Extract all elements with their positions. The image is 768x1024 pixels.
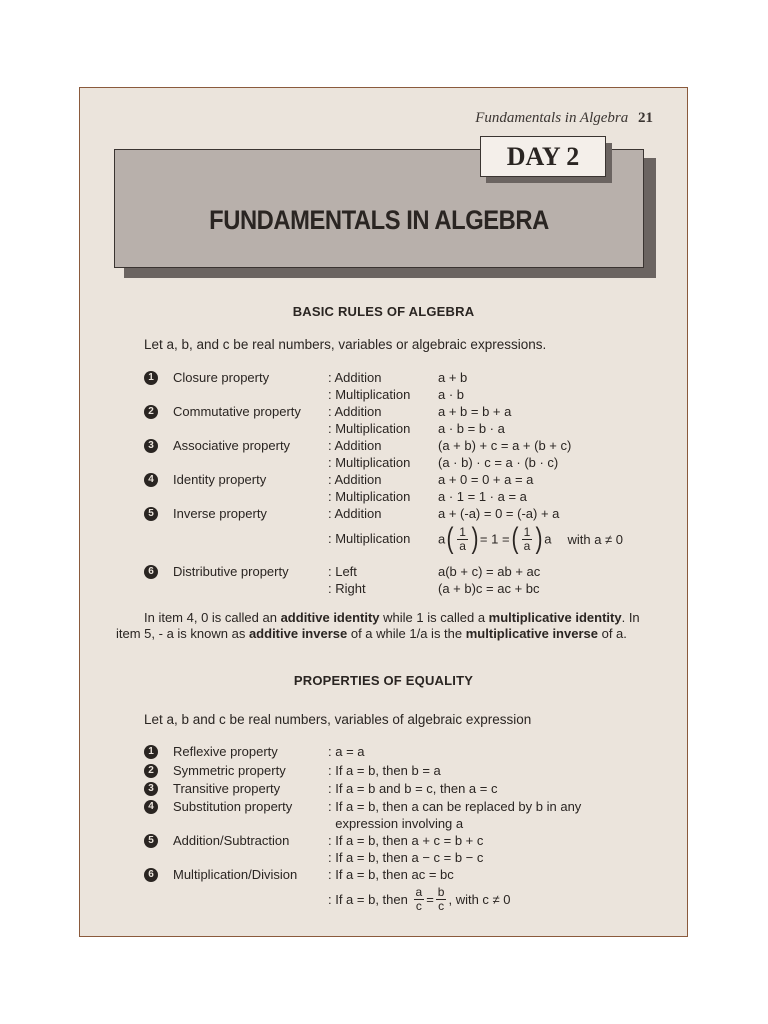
frac-num: 1: [459, 524, 466, 539]
item-number-badge: 3: [144, 439, 158, 453]
fraction-a-over-c: [414, 886, 425, 913]
rule-expression: (a · b) · c = a · (b · c): [438, 455, 559, 470]
note-bold-4: multiplicative inverse: [465, 626, 598, 641]
book-page: [79, 87, 688, 937]
division-statement: [328, 886, 511, 913]
div-den-1: c: [415, 899, 422, 913]
operation-type: : Addition: [328, 370, 382, 385]
rule-expression: (a + b)c = ac + bc: [438, 581, 540, 596]
item-number-badge: 4: [144, 800, 158, 814]
item-number-badge: 2: [144, 405, 158, 419]
property-name: Symmetric property: [173, 763, 286, 778]
note-bold-2: multiplicative identity: [488, 610, 622, 625]
running-title: Fundamentals in Algebra: [475, 110, 629, 126]
inv-tail: a: [544, 531, 552, 547]
rule-expression: a + 0 = 0 + a = a: [438, 472, 534, 487]
inverse-multiplication-expr: [438, 524, 623, 554]
operation-type: : Addition: [328, 438, 382, 453]
div-num-2: b: [437, 885, 445, 899]
property-statement: : If a = b, then a − c = b − c: [328, 850, 484, 865]
item-number-badge: 5: [144, 834, 158, 848]
division-eq: =: [426, 892, 434, 907]
property-name: Multiplication/Division: [173, 867, 298, 882]
property-name: Substitution property: [173, 799, 293, 814]
chapter-title: FUNDAMENTALS IN ALGEBRA: [209, 205, 549, 235]
operation-type: : Addition: [328, 404, 382, 419]
inv-eq: = 1 =: [479, 531, 510, 547]
left-paren-2: (: [511, 522, 519, 555]
running-head: [475, 110, 653, 127]
property-statement: expression involving a: [328, 816, 464, 831]
page-number: 21: [638, 110, 653, 126]
operation-type: : Addition: [328, 506, 382, 521]
rule-expression: a + (-a) = 0 = (-a) + a: [438, 506, 560, 521]
note-bold-1: additive identity: [280, 610, 380, 625]
section-title-equality: PROPERTIES OF EQUALITY: [293, 673, 474, 688]
rule-expression: a · b: [438, 387, 465, 402]
property-name: Reflexive property: [173, 744, 278, 759]
identity-note: [116, 610, 656, 642]
note-text-2: while 1 is called a: [379, 610, 489, 625]
left-paren-1: (: [446, 522, 454, 555]
note-bold-3: additive inverse: [248, 626, 348, 641]
property-statement: : a = a: [328, 744, 365, 759]
division-lead: : If a = b, then: [328, 892, 408, 907]
div-den-2: c: [438, 899, 445, 913]
fraction-one-over-a: [457, 526, 468, 553]
operation-type: : Left: [328, 564, 357, 579]
note-text-1: In item 4, 0 is called an: [144, 610, 281, 625]
item-number-badge: 5: [144, 507, 158, 521]
item-number-badge: 1: [144, 371, 158, 385]
note-text-3: . In item 5, - a is known as: [116, 610, 640, 641]
operation-type: : Multiplication: [328, 421, 411, 436]
right-paren-2: ): [535, 522, 543, 555]
note-text-4: of a while 1/a is the: [347, 626, 466, 641]
property-name: Associative property: [173, 438, 291, 453]
operation-type: : Multiplication: [328, 489, 411, 504]
section-title-basic-rules: BASIC RULES OF ALGEBRA: [292, 304, 475, 319]
equality-intro: Let a, b and c be real numbers, variables of algebraic expression: [144, 712, 532, 727]
frac-den: a: [459, 538, 466, 553]
operation-type: : Right: [328, 581, 366, 596]
property-statement: : If a = b, then a + c = b + c: [328, 833, 484, 848]
rule-expression: a · b = b · a: [438, 421, 505, 436]
basic-rules-intro: Let a, b, and c be real numbers, variables or algebraic expressions.: [144, 337, 547, 352]
property-name: Commutative property: [173, 404, 301, 419]
item-number-badge: 1: [144, 745, 158, 759]
property-statement: : If a = b, then a can be replaced by b in any: [328, 799, 582, 814]
property-name: Closure property: [173, 370, 270, 385]
item-number-badge: 3: [144, 782, 158, 796]
rule-expression: a + b: [438, 370, 468, 385]
div-num-1: a: [415, 885, 423, 899]
property-name: Inverse property: [173, 506, 267, 521]
item-number-badge: 4: [144, 473, 158, 487]
item-number-badge: 6: [144, 868, 158, 882]
property-name: Identity property: [173, 472, 267, 487]
frac-den-2: a: [523, 538, 531, 553]
frac-num-2: 1: [523, 524, 531, 539]
property-statement: : If a = b, then b = a: [328, 763, 441, 778]
right-paren-1: ): [471, 522, 479, 555]
property-name: Distributive property: [173, 564, 289, 579]
property-statement: : If a = b and b = c, then a = c: [328, 781, 498, 796]
fraction-one-over-a-2: [522, 526, 533, 553]
inv-a: a: [438, 531, 446, 547]
rule-expression: a + b = b + a: [438, 404, 512, 419]
rule-expression: (a + b) + c = a + (b + c): [438, 438, 572, 453]
day-label: DAY 2: [480, 136, 606, 177]
property-statement: : If a = b, then ac = bc: [328, 867, 454, 882]
operation-type: : Multiplication: [328, 531, 411, 546]
fraction-b-over-c: [436, 886, 447, 913]
inv-condition: with a ≠ 0: [567, 531, 624, 547]
division-condition: , with c ≠ 0: [448, 892, 511, 907]
property-name: Addition/Subtraction: [173, 833, 290, 848]
rule-expression: a(b + c) = ab + ac: [438, 564, 541, 579]
operation-type: : Multiplication: [328, 387, 411, 402]
item-number-badge: 6: [144, 565, 158, 579]
property-name: Transitive property: [173, 781, 281, 796]
item-number-badge: 2: [144, 764, 158, 778]
operation-type: : Addition: [328, 472, 382, 487]
note-text-5: of a.: [597, 626, 627, 641]
operation-type: : Multiplication: [328, 455, 411, 470]
rule-expression: a · 1 = 1 · a = a: [438, 489, 527, 504]
